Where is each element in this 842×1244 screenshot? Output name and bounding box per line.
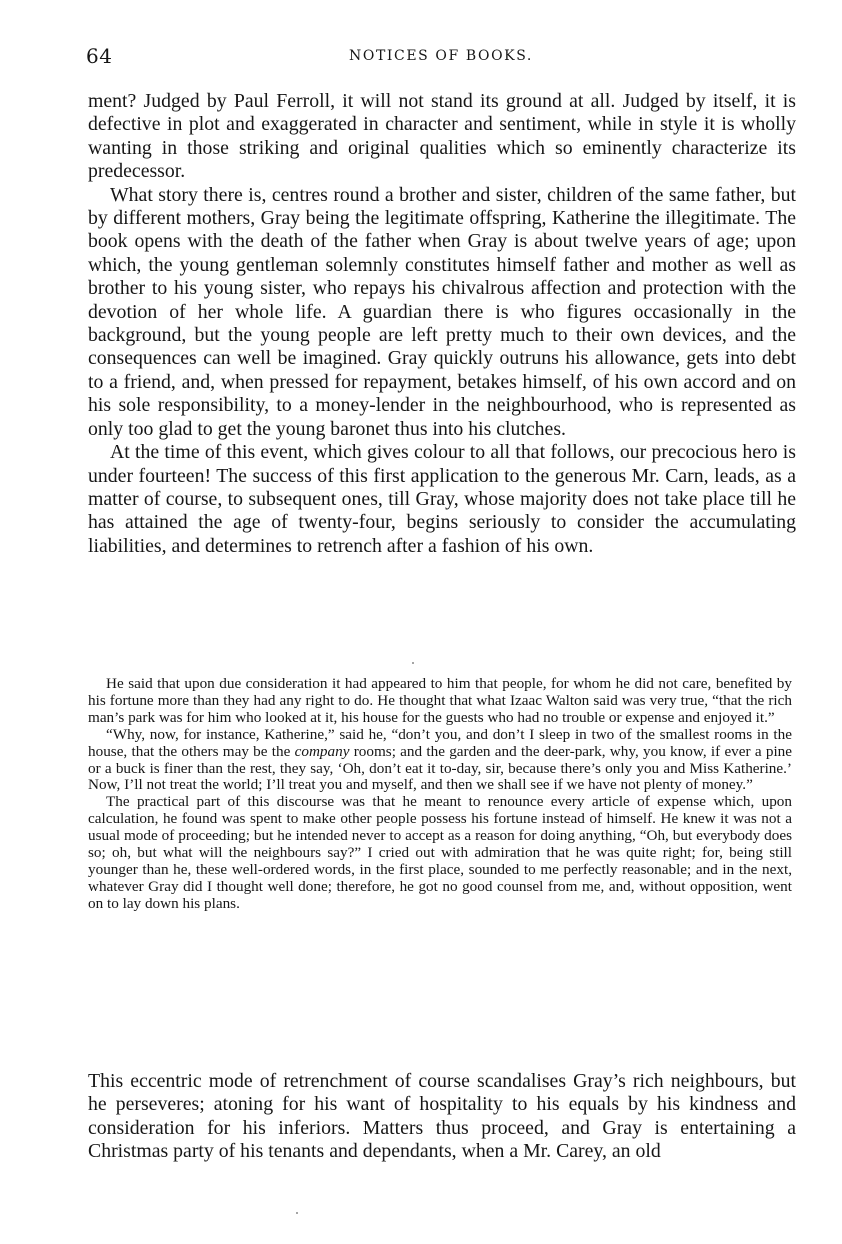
quote-paragraph-2	[88, 727, 792, 795]
running-title: NOTICES OF BOOKS.	[349, 48, 533, 64]
block-quotation	[88, 676, 792, 913]
print-speck	[296, 1212, 298, 1214]
quote-text-part: rooms; and the garden and the deer-park, why, you know, if ever a pine or a buck is finer than the rest, they say, ‘Oh, don’t eat it to-day, sir, because there’s only you and Miss Katherine.’ Now, I’ll not treat the world; I’ll treat you and myself, and then we shall see if we have not plenty of money.”	[88, 742, 793, 794]
review-text	[88, 90, 796, 558]
quote-paragraph-3: The practical part of this discourse was that he meant to renounce every article of expense which, upon calculation, he found was spent to make other people possess his fortune instead of himself. He knew it was not a usual mode of proceeding; but he intended never to accept as a reason for doing anything, “Oh, but everybody does so; oh, but what will the neighbours say?” I cried out with admiration that he was quite right; for, being still younger than he, these well-ordered words, in the first place, sounded to me perfectly reasonable; and in the next, whatever Gray did I thought well done; therefore, he got no good counsel from me, and, without opposition, went on to lay down his plans.	[88, 793, 792, 912]
print-speck	[412, 662, 414, 664]
paragraph-closing: This eccentric mode of retrenchment of course scandalises Gray’s rich neighbours, but he perseveres; atoning for his want of hospitality to his equals by his kindness and consideration for his inferiors. Matters thus proceed, and Gray is entertaining a Christmas party of his tenants and dependants, when a Mr. Carey, an old	[88, 1070, 796, 1163]
quote-text-part: “Why, now, for instance, Katherine,” said he, “don’t you, and don’t I sleep in two of the smallest rooms in the house, that the others may be the	[88, 725, 792, 760]
review-text-continued	[88, 1070, 796, 1164]
paragraph-story: What story there is, centres round a brother and sister, children of the same father, but by different mothers, Gray being the legitimate offspring, Katherine the illegitimate. The book opens with the death of the father when Gray is about twelve years of age; upon which, the young gentleman solemnly constitutes himself father and mother as well as brother to his young sister, who repays his chivalrous affection and protection with the devotion of her whole life. A guardian there is who figures occasionally in the background, but the young people are left pretty much to their own devices, and the consequences can well be imagined. Gray quickly outruns his allowance, gets into debt to a friend, and, when pressed for repayment, betakes himself, of his own accord and on his sole responsibility, to a money-lender in the neighbourhood, who is represented as only too glad to get the young baronet thus into his clutches.	[88, 183, 796, 440]
quote-emphasis: company	[294, 742, 350, 760]
page-number: 64	[86, 44, 113, 68]
paragraph-retrench: At the time of this event, which gives colour to all that follows, our precocious hero is under fourteen! The success of this first application to the generous Mr. Carn, leads, as a matter of course, to subsequent ones, till Gray, whose majority does not take place till he has attained the age of twenty-four, begins seriously to consider the accumulating liabilities, and determines to retrench after a fashion of his own.	[88, 441, 796, 557]
running-head	[86, 44, 796, 74]
paragraph-continuation: ment? Judged by Paul Ferroll, it will not stand its ground at all. Judged by itself, it is defective in plot and exaggerated in character and sentiment, while in style it is wholly wanting in those striking and original qualities which so eminently characterize its predecessor.	[88, 90, 796, 183]
quote-paragraph-1: He said that upon due consideration it had appeared to him that people, for whom he did not care, benefited by his fortune more than they had any right to do. He thought that what Izaac Walton said was very true, “that the rich man’s park was for him who looked at it, his house for the guests who had no trouble or expense and enjoyed it.”	[88, 675, 792, 726]
